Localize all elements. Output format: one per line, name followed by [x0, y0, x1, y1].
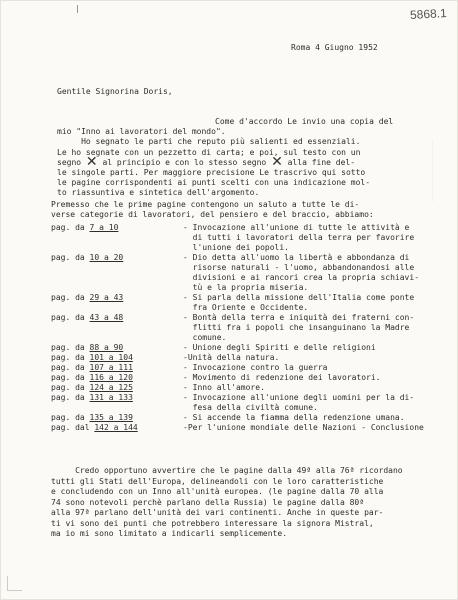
text-fragment: alla fine del- [287, 157, 356, 167]
text-line: Credo opportuno avvertire che le pagine dalla 49ª alla 76ª ricordano [51, 466, 403, 475]
page-range: 116 a 120 [89, 373, 133, 382]
page-range: 124 a 125 [89, 383, 133, 392]
page-range-cell [51, 373, 183, 383]
entry-description [183, 393, 446, 413]
page-range-cell [51, 393, 183, 413]
text-line: 74 sono notevoli perchè parlano della Russia) le pagine dalla 80ª [51, 497, 365, 507]
salutation: Gentile Signorina Doris, [57, 87, 173, 96]
page-prefix: pag. da [51, 353, 90, 362]
text-line-with-marks [57, 153, 442, 170]
description-line: - Invocazione all'unione degli uomini per la di- [183, 393, 415, 402]
page-prefix: pag. da [51, 293, 90, 302]
page-prefix: pag. da [51, 253, 90, 262]
archive-reference: 5868.1 [409, 6, 448, 22]
page-prefix: pag. da [51, 393, 90, 402]
text-fragment: segno [57, 157, 82, 167]
description-line: - Unione degli Spiriti e delle religioni [183, 343, 376, 352]
entry-description [183, 413, 446, 423]
page-range-cell [51, 353, 183, 363]
index-entry [51, 423, 446, 433]
index-entry [51, 223, 446, 253]
page-prefix: pag. da [51, 313, 90, 322]
text-line: ti vi sono dei punti che potrebbero interessare la signora Mistral, [51, 518, 374, 528]
text-line: alla 97ª parlano dell'unità dei vari continenti. Anche in queste par- [51, 508, 384, 517]
page-corner [7, 576, 22, 591]
description-line: - Si accende la fiamma della redenzione umana. [183, 413, 405, 422]
page-range: 131 a 133 [89, 393, 133, 402]
description-line: - Inno all'amore. [183, 383, 265, 392]
page-prefix: pag. da [51, 363, 90, 372]
description-line: fra Oriente e Occidente. [183, 303, 309, 312]
entry-description [183, 423, 446, 433]
page-prefix: pag. dal [51, 423, 95, 432]
description-line: - Invocazione contro la guerra [183, 363, 328, 372]
entry-description [183, 383, 446, 393]
page-range-cell [51, 253, 183, 293]
entry-description [183, 253, 446, 293]
page-prefix: pag. da [51, 373, 90, 382]
page-range-cell [51, 423, 183, 433]
text-line: Le ho segnate con un pezzetto di carta; e poi, sul testo con un [57, 147, 361, 157]
index-entry [51, 383, 446, 393]
page-range-cell [51, 363, 183, 373]
description-line: comune. [183, 333, 227, 342]
index-entry [51, 413, 446, 423]
description-line: - Invocazione all'unione di tutte le attività e [183, 223, 410, 232]
text-line: verse categorie di lavoratori, del pensiero e del braccio, abbiamo: [51, 209, 374, 219]
page-prefix: pag. da [51, 223, 90, 232]
page-range: 7 a 10 [89, 223, 119, 232]
page-range-cell [51, 313, 183, 343]
entry-description [183, 343, 446, 353]
description-line: - Si parla della missione dell'Italia come ponte [183, 293, 415, 302]
entry-description [183, 373, 446, 383]
description-line: - Bontà della terra e iniquità dei fraterni con- [183, 313, 415, 322]
page-range: 107 a 111 [89, 363, 133, 372]
page-prefix: pag. da [51, 343, 90, 352]
index-entry [51, 393, 446, 413]
description-line: di tutti i lavoratori della terra per favorire [183, 233, 415, 242]
text-line: Come d'accordo Le invio una copia del [215, 117, 394, 126]
index-entry [51, 313, 446, 343]
page-range-cell [51, 293, 183, 313]
margin-tick [77, 5, 78, 13]
text-line: tutti gli Stati dell'Europa, delineandoli con le loro caratteristiche [51, 476, 384, 486]
page-range: 10 a 20 [89, 253, 124, 262]
closing-paragraph [51, 466, 446, 540]
text-line: to riassuntiva e sintetica dell'argomento. [57, 188, 260, 198]
description-line: - Movimento di redenzione dei lavoratori. [183, 373, 381, 382]
page-index-list [51, 223, 446, 433]
page-range: 43 a 48 [89, 313, 124, 322]
page-range: 142 a 144 [94, 423, 138, 432]
page-prefix: pag. da [51, 383, 90, 392]
page-range-cell [51, 413, 183, 423]
entry-description [183, 353, 446, 363]
page-range: 29 a 43 [89, 293, 124, 302]
text-line: Ho segnato le parti che reputo più salienti ed essenziali. [57, 137, 361, 147]
premise-paragraph [51, 200, 446, 219]
description-line: risorse naturali - l'uomo, abbandonandosi alle [183, 263, 415, 272]
description-line: divisioni e ai rancori crea la propria schiavi- [183, 273, 420, 282]
index-entry [51, 343, 446, 353]
description-line: fesa della civiltà comune. [183, 403, 318, 412]
page-range: 88 a 90 [89, 343, 124, 352]
description-line: -Per l'unione mondiale delle Nazioni - Conclusione [183, 423, 424, 432]
entry-description [183, 363, 446, 373]
text-line: le singole parti. Per maggiore precisione Le trascrivo qui sotto [57, 167, 366, 177]
index-entry [51, 373, 446, 383]
page-range-cell [51, 383, 183, 393]
page-range-cell [51, 343, 183, 353]
text-fragment: al principio e con lo stesso segno [102, 157, 267, 167]
entry-description [183, 313, 446, 343]
entry-description [183, 293, 446, 313]
index-entry [51, 353, 446, 363]
intro-paragraph [57, 117, 442, 199]
text-line: mio "Inno ai lavoratori del mondo". [57, 127, 226, 137]
text-line: ma io mi sono limitato a indicarli semplicemente. [51, 529, 288, 538]
description-line: - Dio detta all'uomo la libertà e abbondanza di [183, 253, 410, 262]
description-line: tù e la propria miseria. [183, 283, 309, 292]
description-line: l'unione dei popoli. [183, 243, 289, 252]
text-line: le pagine corrispondenti ai punti scelti con una indicazione mol- [57, 178, 371, 188]
letter-date: Roma 4 Giugno 1952 [291, 43, 378, 52]
description-line: flitti fra i popoli che insanguinano la Madre [183, 323, 410, 332]
text-line: e concludendo con un Inno all'unità europea. (le pagine dalla 70 alla [51, 487, 384, 496]
x-mark-icon: ✕ [271, 153, 283, 170]
x-mark-icon: ✕ [85, 153, 98, 170]
index-entry [51, 253, 446, 293]
page-range: 101 a 104 [89, 353, 133, 362]
description-line: -Unità della natura. [183, 353, 280, 362]
entry-description [183, 223, 446, 253]
index-entry [51, 363, 446, 373]
text-line: Premesso che le prime pagine contengono un saluto a tutte le di- [51, 200, 360, 209]
page-prefix: pag. da [51, 413, 90, 422]
page-range-cell [51, 223, 183, 253]
index-entry [51, 293, 446, 313]
page-range: 135 a 139 [89, 413, 133, 422]
